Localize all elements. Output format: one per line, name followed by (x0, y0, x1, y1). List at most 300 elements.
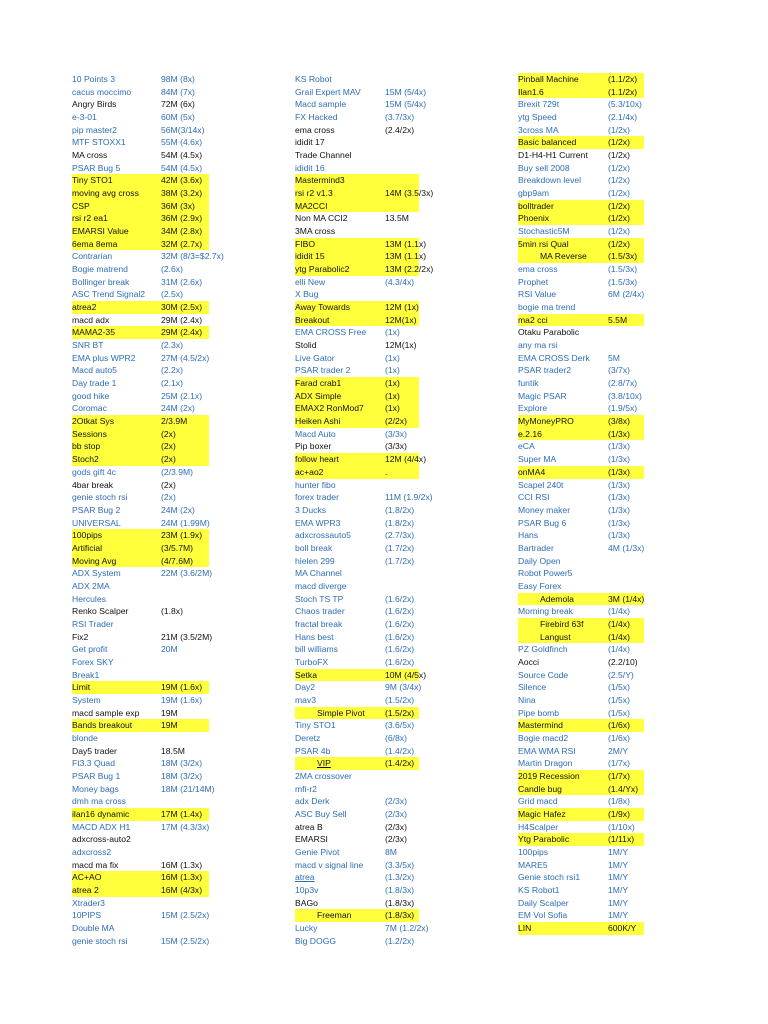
strategy-row (518, 757, 644, 770)
strategy-row (518, 681, 644, 694)
strategy-row (72, 162, 209, 175)
strategy-row (518, 656, 644, 669)
strategy-row (518, 833, 644, 846)
strategy-name: MA Reverse (540, 251, 587, 262)
strategy-name: Bollinger break (72, 276, 130, 287)
strategy-result: (2x) (161, 479, 176, 490)
strategy-row (72, 529, 209, 542)
strategy-row (72, 808, 209, 821)
strategy-name: moving avg cross (72, 188, 139, 199)
strategy-row (295, 124, 419, 137)
strategy-name: 2019 Recession (518, 770, 580, 781)
strategy-name: gbp9am (518, 188, 550, 199)
strategy-name: Chaos trader (295, 606, 345, 617)
strategy-result: 18M (21/14M) (161, 783, 215, 794)
strategy-name: 2Otkat Sys (72, 416, 115, 427)
strategy-row (295, 263, 434, 276)
strategy-name: atrea 2 (72, 885, 99, 895)
strategy-result: (1.7/2x) (385, 542, 415, 553)
strategy-row (295, 757, 419, 770)
strategy-row (295, 314, 419, 327)
strategy-row (295, 707, 419, 720)
strategy-name: Daily Open (518, 555, 561, 566)
strategy-result: 12M (1x) (385, 302, 419, 313)
strategy-result: (1/11x) (608, 834, 635, 845)
strategy-name: Grail Expert MAV (295, 86, 361, 97)
strategy-name: Hans (518, 530, 539, 541)
strategy-result: (1.8/2x) (385, 504, 415, 515)
strategy-result: (1.4/2x) (385, 758, 415, 769)
strategy-name: Easy Forex (518, 580, 562, 591)
strategy-name: Stoch TS TP (295, 593, 344, 604)
strategy-name: Macd auto5 (72, 365, 117, 376)
strategy-row (72, 174, 209, 187)
strategy-row (295, 833, 419, 846)
strategy-name: Brexit 729t (518, 99, 560, 110)
strategy-row (518, 124, 644, 137)
strategy-result: 5M (608, 352, 620, 363)
strategy-name: Langust (540, 631, 571, 642)
strategy-name: PZ Goldfinch (518, 644, 568, 655)
strategy-row (72, 428, 209, 441)
strategy-result: (1/2x) (608, 175, 630, 186)
strategy-result: (1.8/3x) (385, 885, 415, 895)
strategy-result: (1/3x) (608, 441, 630, 452)
strategy-result: 15M (2.5/2x) (161, 910, 210, 921)
strategy-name: MARE5 (518, 859, 548, 870)
strategy-row (518, 250, 644, 263)
strategy-name: macd sample exp (72, 707, 140, 718)
strategy-row (295, 250, 427, 263)
strategy-row (72, 884, 209, 897)
strategy-name: macd diverge (295, 580, 347, 591)
strategy-result: (1.8/2x) (385, 517, 415, 528)
strategy-row (295, 149, 419, 162)
strategy-row (72, 605, 209, 618)
strategy-result: (1/6x) (608, 732, 630, 743)
strategy-result: 60M (5x) (161, 112, 195, 123)
strategy-result: (2.3x) (161, 340, 183, 351)
strategy-name: Ademola (540, 593, 574, 604)
strategy-name: AC+AO (72, 872, 102, 883)
strategy-result: (1.2/2x) (385, 935, 415, 946)
strategy-row (518, 643, 644, 656)
strategy-result: (1/2x) (608, 137, 630, 148)
strategy-result: 12M(1x) (385, 314, 417, 325)
strategy-row (518, 871, 644, 884)
strategy-result: (3.8/10x) (608, 390, 642, 401)
strategy-name: EMA CROSS Derk (518, 352, 590, 363)
strategy-result: (1/3x) (608, 454, 630, 465)
strategy-row (72, 352, 209, 365)
strategy-row (295, 479, 419, 492)
strategy-result: 55M (4.6x) (161, 137, 203, 148)
strategy-result: 21M (3.5/2M) (161, 631, 213, 642)
strategy-result: 18M (3/2x) (161, 770, 203, 781)
strategy-row (518, 415, 644, 428)
strategy-row (295, 326, 419, 339)
strategy-name: EMARSI (295, 834, 328, 845)
strategy-result: 15M (5/4x) (385, 86, 427, 97)
strategy-result: (2/3x) (385, 834, 407, 845)
strategy-row (518, 732, 644, 745)
strategy-name: 3 Ducks (295, 504, 327, 515)
strategy-result: 42M (3.6x) (161, 175, 203, 186)
strategy-name: 5min rsi Qual (518, 238, 569, 249)
strategy-result: 4M (1/3x) (608, 542, 645, 553)
strategy-row (518, 605, 644, 618)
strategy-result: (1.3/2x) (385, 872, 415, 883)
strategy-result: 29M (2.4x) (161, 327, 203, 338)
strategy-row (518, 86, 644, 99)
strategy-row (518, 225, 644, 238)
strategy-name: PSAR trader2 (518, 365, 572, 376)
strategy-result: 8M (385, 846, 397, 857)
strategy-row (518, 212, 644, 225)
strategy-name: adxcross2 (72, 846, 112, 857)
strategy-row (518, 542, 644, 555)
strategy-result: (1/3x) (608, 530, 630, 541)
strategy-name: Robot Power5 (518, 568, 573, 579)
strategy-row (72, 301, 209, 314)
strategy-name: MA cross (72, 150, 108, 161)
strategy-name: System (72, 694, 101, 705)
strategy-result: (2.4/2x) (385, 124, 415, 135)
strategy-name: EMA WMA RSI (518, 745, 576, 756)
strategy-result: 3M (1/4x) (608, 593, 645, 604)
strategy-name: Bartrader (518, 542, 554, 553)
strategy-row (518, 466, 644, 479)
strategy-row (518, 162, 644, 175)
strategy-result: (2.1/4x) (608, 112, 638, 123)
strategy-name: onMA4 (518, 466, 546, 477)
strategy-name: PSAR Bug 2 (72, 504, 121, 515)
strategy-name: ADX 2MA (72, 580, 110, 591)
strategy-row (72, 770, 209, 783)
strategy-result: (1.5/3x) (608, 264, 638, 275)
strategy-row (518, 187, 644, 200)
strategy-name: LIN (518, 923, 532, 934)
strategy-name: EM Vol Sofia (518, 910, 568, 921)
strategy-result: 1M/Y (608, 897, 629, 908)
strategy-result: (1.8x) (161, 606, 183, 617)
strategy-name: CCI RSI (518, 492, 550, 503)
strategy-result: 13M (1.1x) (385, 251, 427, 262)
strategy-result: (3/7x) (608, 365, 630, 376)
strategy-name: Stochastic5M (518, 226, 570, 237)
strategy-result: 19M (161, 720, 178, 731)
strategy-name: Bogie macd2 (518, 732, 569, 743)
strategy-result: 22M (3.6/2M) (161, 568, 213, 579)
strategy-result: 16M (1.3x) (161, 859, 203, 870)
strategy-name: Break1 (72, 669, 100, 680)
strategy-result: (1/10x) (608, 821, 635, 832)
strategy-name: Candle bug (518, 783, 562, 794)
strategy-name: Silence (518, 682, 547, 693)
strategy-result: 1M/Y (608, 872, 629, 883)
strategy-row (72, 643, 209, 656)
strategy-name: Magic Hafez (518, 808, 566, 819)
strategy-row (295, 770, 419, 783)
strategy-name: bill williams (295, 644, 338, 655)
strategy-result: 19M (161, 707, 178, 718)
strategy-row (518, 922, 644, 935)
strategy-name: Artificial (72, 542, 103, 553)
strategy-row (518, 238, 644, 251)
strategy-name: Source Code (518, 669, 569, 680)
strategy-row (518, 301, 644, 314)
strategy-result: (1/3x) (608, 428, 630, 439)
strategy-name: TurboFX (295, 656, 329, 667)
strategy-row (295, 681, 422, 694)
strategy-name: EMAX2 RonMod7 (295, 403, 364, 414)
strategy-name: rsi r2 v1.3 (295, 188, 333, 199)
strategy-result: (1.8/3x) (385, 897, 415, 908)
strategy-row (295, 453, 427, 466)
strategy-name: ema cross (295, 124, 335, 135)
strategy-row (518, 200, 644, 213)
strategy-name: Nina (518, 694, 536, 705)
strategy-row (295, 428, 419, 441)
strategy-row (518, 517, 644, 530)
strategy-row (72, 491, 209, 504)
strategy-name: Grid macd (518, 796, 558, 807)
strategy-row (295, 352, 419, 365)
strategy-row (295, 440, 419, 453)
strategy-name: RSI Value (518, 289, 557, 300)
strategy-row (72, 111, 209, 124)
strategy-result: (3.7/3x) (385, 112, 415, 123)
strategy-result: 34M (2.8x) (161, 226, 203, 237)
strategy-name: SNR BT (72, 340, 104, 351)
strategy-row (72, 225, 209, 238)
strategy-row (72, 276, 209, 289)
strategy-row (295, 276, 419, 289)
strategy-name: Lucky (295, 923, 318, 934)
strategy-result: (1.5/2x) (385, 707, 415, 718)
strategy-row (295, 935, 419, 948)
strategy-row (72, 859, 209, 872)
strategy-row (72, 757, 209, 770)
strategy-name: forex trader (295, 492, 339, 503)
strategy-result: (1/2x) (608, 124, 630, 135)
strategy-name: mfi-r2 (295, 783, 317, 794)
strategy-row (518, 453, 644, 466)
strategy-name: Prophet (518, 276, 549, 287)
strategy-name: adxcross-auto2 (72, 834, 131, 845)
strategy-row (72, 390, 209, 403)
strategy-result: 11M (1.9/2x) (385, 492, 433, 503)
strategy-row (518, 795, 644, 808)
strategy-row (72, 149, 209, 162)
strategy-result: (2.6x) (161, 264, 183, 275)
strategy-row (72, 783, 215, 796)
strategy-name: adx Derk (295, 796, 330, 807)
strategy-result: 1M/Y (608, 846, 629, 857)
strategy-row (295, 631, 419, 644)
strategy-name: Double MA (72, 923, 115, 934)
strategy-name: good hike (72, 390, 110, 401)
strategy-name: 6ema 8ema (72, 238, 118, 249)
strategy-name: Setka (295, 669, 317, 680)
strategy-name: Contrarian (72, 251, 113, 262)
strategy-name: Macd Auto (295, 428, 336, 439)
strategy-row (518, 339, 644, 352)
strategy-name: Bogie matrend (72, 264, 128, 275)
strategy-row (295, 643, 419, 656)
strategy-name: Stoch2 (72, 454, 99, 465)
strategy-row (72, 669, 209, 682)
strategy-row (72, 136, 209, 149)
strategy-result: 36M (2.9x) (161, 213, 203, 224)
strategy-name: Forex SKY (72, 656, 114, 667)
strategy-row (72, 453, 209, 466)
strategy-result: 98M (8x) (161, 74, 195, 84)
strategy-row (295, 98, 427, 111)
strategy-row (295, 808, 419, 821)
strategy-row (518, 745, 644, 758)
strategy-result: (2.5/Y) (608, 669, 634, 680)
strategy-result: 12M(1x) (385, 340, 417, 351)
strategy-result: (1x) (385, 327, 400, 338)
strategy-name: Big DOGG (295, 935, 337, 946)
strategy-result: (2.2x) (161, 365, 183, 376)
strategy-row (72, 326, 209, 339)
strategy-row (295, 884, 419, 897)
strategy-row (518, 846, 644, 859)
strategy-row (518, 707, 644, 720)
strategy-name: Martin Dragon (518, 758, 573, 769)
strategy-row (518, 390, 644, 403)
strategy-column-1 (72, 73, 224, 947)
strategy-row (518, 98, 644, 111)
strategy-name: ac+ao2 (295, 466, 324, 477)
strategy-row (72, 694, 209, 707)
strategy-name: Pinball Machine (518, 74, 579, 84)
strategy-result: 5.5M (608, 314, 628, 325)
strategy-result: 15M (2.5/2x) (161, 935, 210, 946)
strategy-result: (1.5/3x) (608, 251, 638, 262)
strategy-name: MAMA2-35 (72, 327, 115, 338)
strategy-name: Breakout (295, 314, 330, 325)
strategy-name: Live Gator (295, 352, 335, 363)
strategy-name: Tiny STO1 (72, 175, 113, 186)
strategy-result: 18M (3/2x) (161, 758, 203, 769)
strategy-result: (1/4x) (608, 618, 630, 629)
strategy-row (518, 479, 644, 492)
strategy-result: (1/2x) (608, 238, 630, 249)
strategy-row (518, 136, 644, 149)
strategy-name: Breakdown level (518, 175, 582, 186)
strategy-result: (4/7.6M) (161, 555, 193, 566)
strategy-name: Stolid (295, 340, 317, 351)
strategy-result: 84M (7x) (161, 86, 195, 97)
strategy-row (295, 517, 419, 530)
strategy-row (518, 719, 644, 732)
strategy-result: (1x) (385, 403, 400, 414)
strategy-name: atrea2 (72, 302, 97, 313)
strategy-row (72, 555, 209, 568)
strategy-name: fractal break (295, 618, 343, 629)
strategy-row (518, 529, 644, 542)
strategy-name: Firebird 63f (540, 618, 584, 629)
strategy-name: Pipe bomb (518, 707, 560, 718)
strategy-name: Hercules (72, 593, 106, 604)
strategy-row (72, 517, 209, 530)
strategy-name: ididit 17 (295, 137, 325, 148)
strategy-name: elli New (295, 276, 326, 287)
strategy-row (295, 783, 419, 796)
strategy-result: 19M (1.6x) (161, 694, 203, 705)
strategy-result: 27M (4.5/2x) (161, 352, 210, 363)
strategy-row (72, 86, 209, 99)
strategy-name: PSAR Bug 6 (518, 517, 567, 528)
strategy-row (72, 250, 224, 263)
strategy-result: (1x) (385, 352, 400, 363)
strategy-result: (2/3x) (385, 796, 407, 807)
strategy-result: (2x) (161, 454, 176, 465)
strategy-name: Away Towards (295, 302, 351, 313)
strategy-row (518, 669, 644, 682)
strategy-row (518, 770, 644, 783)
strategy-result: (1/5x) (608, 682, 630, 693)
strategy-result: 23M (1.9x) (161, 530, 203, 541)
strategy-row (72, 871, 209, 884)
strategy-row (295, 871, 419, 884)
strategy-name: boll break (295, 542, 333, 553)
strategy-result: 13M (1.1x) (385, 238, 427, 249)
strategy-result: (1/4x) (608, 631, 630, 642)
strategy-name: Genie stoch rsi1 (518, 872, 581, 883)
strategy-name: 100pips (518, 846, 549, 857)
strategy-result: 54M (4.5x) (161, 150, 203, 161)
strategy-name: Money bags (72, 783, 119, 794)
strategy-name: Mastermind3 (295, 175, 345, 186)
strategy-result: 13M (2.2/2x) (385, 264, 434, 275)
strategy-row (295, 212, 419, 225)
strategy-name: Sessions (72, 428, 107, 439)
strategy-result: 9M (3/4x) (385, 682, 422, 693)
strategy-result: (2/3x) (385, 821, 407, 832)
strategy-row (72, 542, 209, 555)
strategy-row (295, 402, 419, 415)
strategy-row (72, 377, 209, 390)
strategy-name: ytg Parabolic2 (295, 264, 350, 275)
strategy-name: Scapel 240t (518, 479, 564, 490)
strategy-result: 13.5M (385, 213, 409, 224)
strategy-result: 16M (1.3x) (161, 872, 203, 883)
strategy-result: (3/5.7M) (161, 542, 193, 553)
strategy-result: (1.9/5x) (608, 403, 638, 414)
strategy-name: Tiny STO1 (295, 720, 336, 731)
strategy-name: Macd sample (295, 99, 347, 110)
strategy-name: Deretz (295, 732, 321, 743)
strategy-name: FIBO (295, 238, 316, 249)
strategy-name: e-3-01 (72, 112, 97, 123)
strategy-result: (3.3/5x) (385, 859, 415, 870)
strategy-name: MA Channel (295, 568, 342, 579)
strategy-row (295, 86, 427, 99)
strategy-name: genie stoch rsi (72, 935, 128, 946)
strategy-column-2 (295, 73, 434, 947)
strategy-row (295, 390, 419, 403)
strategy-result: 1M/Y (608, 910, 629, 921)
strategy-name: macd v signal line (295, 859, 364, 870)
strategy-row (518, 377, 644, 390)
strategy-name: hunter fibo (295, 479, 336, 490)
strategy-name: EMA WPR3 (295, 517, 341, 528)
strategy-result: (3/3x) (385, 441, 407, 452)
